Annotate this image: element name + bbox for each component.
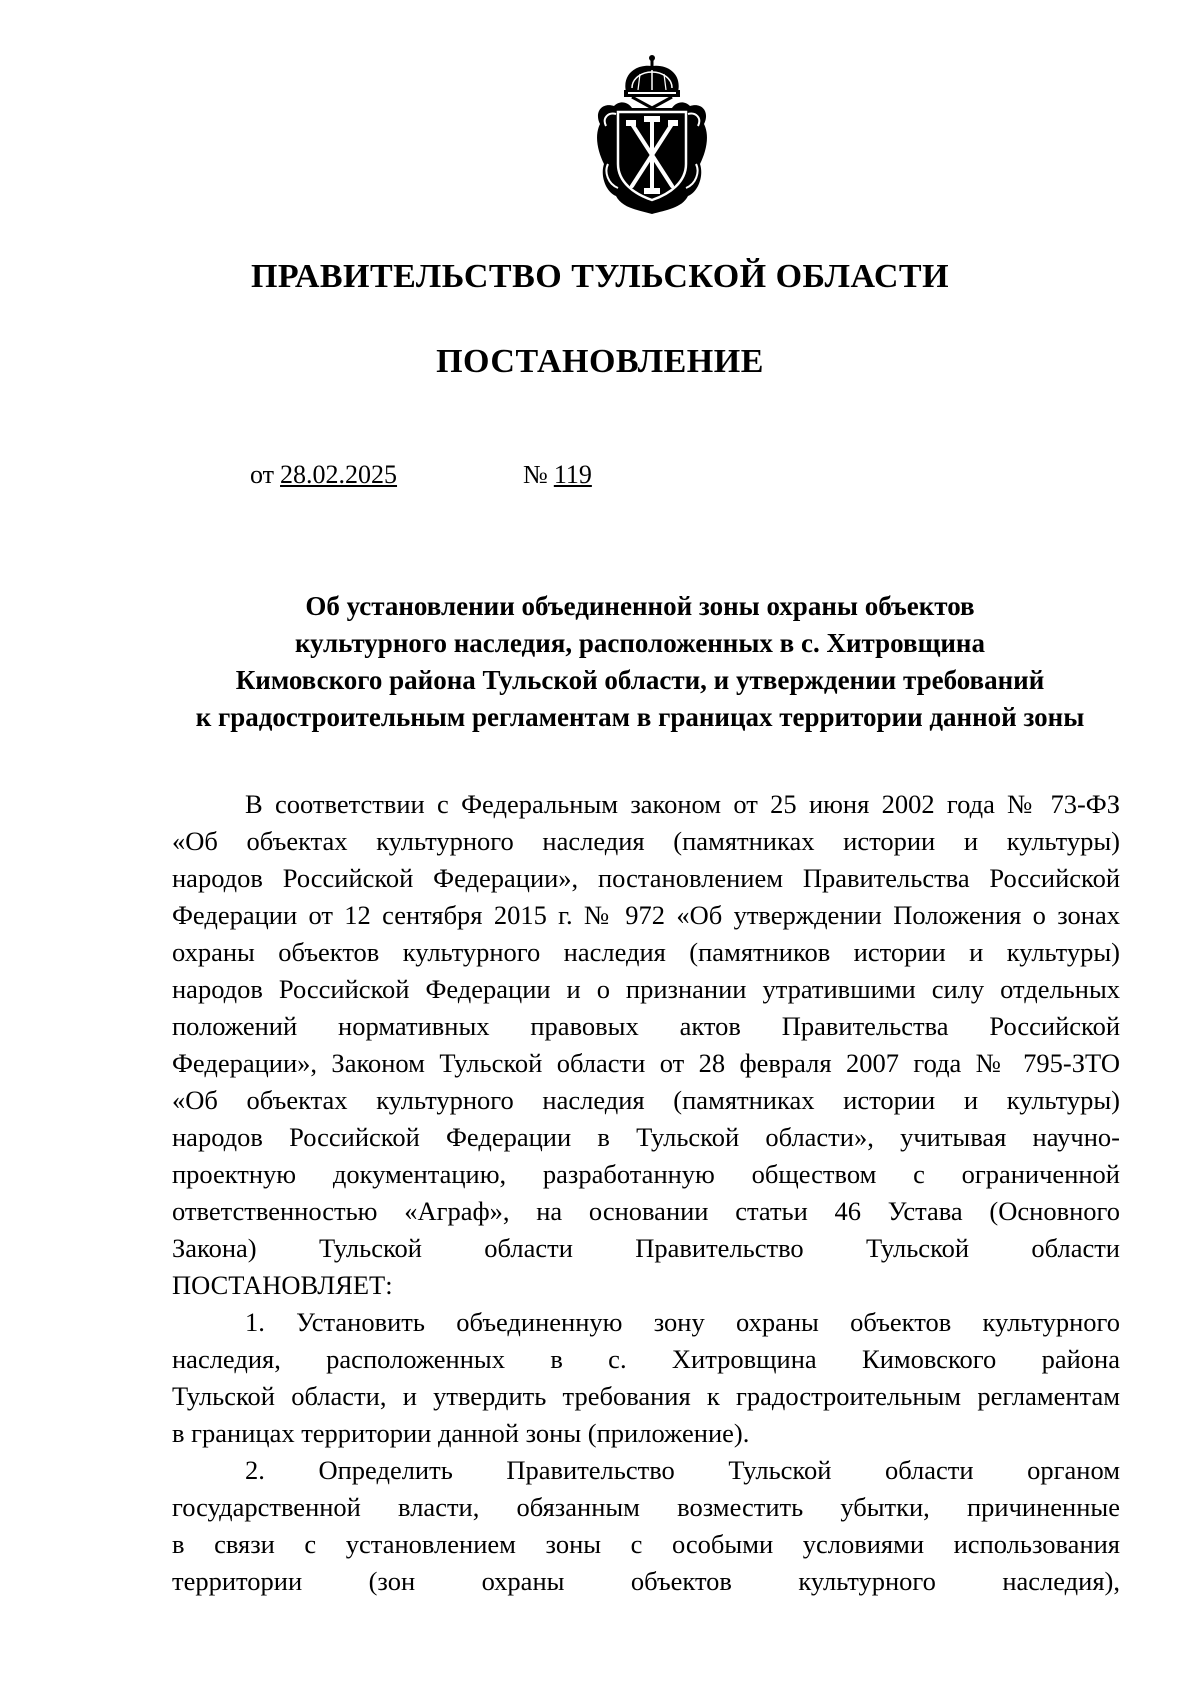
body-line: Федерации от 12 сентября 2015 г. № 972 «Об утверждении Положения о зонах (172, 900, 1120, 930)
body-line: Закона) Тульской области Правительство Тульской области (172, 1233, 1120, 1263)
body-line: 2. Определить Правительство Тульской области органом (245, 1455, 1120, 1485)
body-line: 1. Установить объединенную зону охраны объектов культурного (245, 1307, 1120, 1337)
body-line: «Об объектах культурного наследия (памятниках истории и культуры) (172, 1085, 1120, 1115)
title-line: Об установлении объединенной зоны охраны объектов (305, 591, 975, 621)
date-label: от (250, 460, 275, 489)
organization-title: ПРАВИТЕЛЬСТВО ТУЛЬСКОЙ ОБЛАСТИ (250, 258, 950, 295)
date-line (250, 460, 397, 490)
body-line: в связи с установлением зоны с особыми условиями использования (172, 1529, 1120, 1559)
body-line: территории (зон охраны объектов культурного наследия), (172, 1566, 1120, 1596)
document-type: ПОСТАНОВЛЕНИЕ (436, 343, 764, 380)
body-line: наследия, расположенных в с. Хитровщина Кимовского района (172, 1344, 1120, 1374)
title-line: Кимовского района Тульской области, и утверждении требований (235, 665, 1045, 695)
body-line: народов Российской Федерации в Тульской области», учитывая научно- (172, 1122, 1120, 1152)
document-date: 28.02.2025 (280, 460, 398, 489)
body-line: проектную документацию, разработанную обществом с ограниченной (172, 1159, 1120, 1189)
body-line: Тульской области, и утвердить требования к градостроительным регламентам (172, 1381, 1120, 1411)
number-line (523, 460, 592, 490)
body-line: государственной власти, обязанным возместить убытки, причиненные (172, 1492, 1120, 1522)
document-title (160, 588, 1120, 736)
document-number: 119 (553, 460, 592, 489)
body-line: народов Российской Федерации», постановлением Правительства Российской (172, 863, 1120, 893)
number-label: № (523, 460, 548, 489)
title-line: культурного наследия, расположенных в с. Хитровщина (295, 628, 985, 658)
body-line: «Об объектах культурного наследия (памятниках истории и культуры) (172, 826, 1120, 856)
body-line: положений нормативных правовых актов Правительства Российской (172, 1011, 1120, 1041)
document-body (172, 786, 1120, 1600)
body-line: ПОСТАНОВЛЯЕТ: (172, 1270, 393, 1300)
body-line: ответственностью «Аграф», на основании статьи 46 Устава (Основного (172, 1196, 1120, 1226)
body-line: охраны объектов культурного наследия (памятников истории и культуры) (172, 937, 1120, 967)
crown-icon (624, 55, 680, 108)
title-line: к градостроительным регламентам в границах территории данной зоны (195, 702, 1085, 732)
body-line: народов Российской Федерации и о признании утратившими силу отдельных (172, 974, 1120, 1004)
coat-of-arms-emblem (592, 52, 712, 216)
body-line: в границах территории данной зоны (приложение). (172, 1418, 750, 1448)
body-line: В соответствии с Федеральным законом от 25 июня 2002 года № 73-ФЗ (245, 789, 1120, 819)
body-line: Федерации», Законом Тульской области от 28 февраля 2007 года № 795-ЗТО (172, 1048, 1120, 1078)
